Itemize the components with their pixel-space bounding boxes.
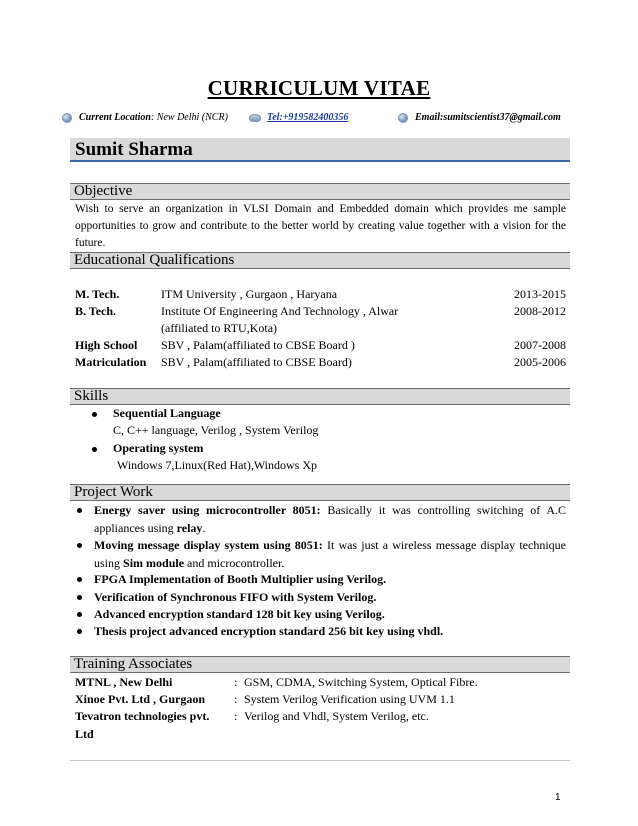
institute: SBV , Palam(affiliated to CBSE Board) [161, 355, 352, 369]
project-title: Moving message display system using 8051: [94, 538, 323, 552]
project-title: Energy saver using microcontroller 8051: [94, 503, 321, 517]
degree: High School [75, 338, 138, 352]
project-title: Thesis project advanced encryption standard 256 bit key using vhdl. [94, 624, 444, 638]
footer-divider [70, 760, 570, 761]
phone-icon [249, 114, 261, 122]
project-text [94, 588, 566, 606]
project-title: Advanced encryption standard 128 bit key using Verilog. [94, 607, 385, 621]
project-title: FPGA Implementation of Booth Multiplier using Verilog. [94, 572, 387, 586]
section-title: Educational Qualifications [74, 252, 235, 268]
section-title: Skills [74, 388, 109, 404]
project-tail: and microcontroller. [184, 556, 285, 570]
globe-icon [62, 113, 72, 123]
section-training [70, 656, 570, 673]
name-header [70, 138, 570, 162]
section-education [70, 252, 570, 269]
training-org: Tevatron technologies pvt. Ltd [75, 709, 210, 741]
years: 2008-2012 [514, 304, 566, 318]
institute: SBV , Palam(affiliated to CBSE Board ) [161, 338, 355, 352]
bullet-icon [77, 629, 82, 634]
years: 2007-2008 [514, 338, 566, 352]
contact-email [398, 112, 561, 123]
contact-phone [249, 112, 348, 123]
training-org: MTNL , New Delhi [75, 675, 173, 689]
location-label: Current Location [79, 112, 151, 123]
section-skills [70, 388, 570, 405]
institute: ITM University , Gurgaon , Haryana [161, 287, 338, 301]
degree: M. Tech. [75, 287, 120, 301]
bullet-icon [77, 577, 82, 582]
bullet-icon [92, 412, 97, 417]
project-desc: Basically it was controlling switching of A.C appliances using [94, 503, 566, 535]
phone-link[interactable]: Tel:+919582400356 [267, 112, 349, 123]
project-desc: It was just a wireless message display technique using [94, 538, 566, 570]
degree: Matriculation [75, 355, 147, 369]
bullet-icon [77, 595, 82, 600]
project-keyword: relay [176, 521, 203, 535]
years: 2013-2015 [514, 287, 566, 301]
training-separator: : [234, 675, 238, 689]
section-title: Objective [74, 183, 133, 199]
project-text [94, 622, 566, 640]
document-title: CURRICULUM VITAE [207, 76, 431, 100]
section-objective [70, 183, 570, 200]
page-number: 1 [555, 792, 561, 803]
skill-heading: Sequential Language [113, 406, 221, 420]
bullet-icon [77, 543, 82, 548]
training-desc: System Verilog Verification using UVM 1.1 [244, 692, 455, 706]
objective-text: Wish to serve an organization in VLSI Domain and Embedded domain which provides me sample opportunities to grow and contribute to the better world by creating value together with a vision for the future. [75, 203, 566, 249]
skill-detail: Windows 7,Linux(Red Hat),Windows Xp [117, 458, 318, 472]
institute: Institute Of Engineering And Technology , Alwar (affiliated to RTU,Kota) [161, 304, 399, 335]
project-title: Verification of Synchronous FIFO with System Verilog. [94, 590, 377, 604]
years: 2005-2006 [514, 355, 566, 369]
skill-heading: Operating system [113, 441, 204, 455]
location-value: : New Delhi (NCR) [150, 112, 228, 123]
section-projects [70, 484, 570, 501]
skill-detail: C, C++ language, Verilog , System Verilog [113, 423, 319, 437]
email-icon [398, 113, 408, 123]
bullet-icon [77, 612, 82, 617]
bullet-icon [92, 447, 97, 452]
training-separator: : [234, 692, 238, 706]
bullet-icon [77, 508, 82, 513]
section-title: Project Work [74, 484, 153, 500]
training-separator: : [234, 709, 238, 723]
project-text [94, 605, 566, 623]
project-keyword: Sim module [123, 556, 185, 570]
section-title: Training Associates [74, 656, 193, 672]
project-text [94, 536, 566, 572]
project-tail: . [202, 521, 206, 535]
contact-location [62, 112, 228, 123]
training-desc: GSM, CDMA, Switching System, Optical Fibre. [244, 675, 478, 689]
degree: B. Tech. [75, 304, 117, 318]
project-text [94, 570, 566, 588]
candidate-name: Sumit Sharma [75, 139, 193, 160]
email-text: Email:sumitscientist37@gmail.com [415, 112, 561, 123]
training-desc: Verilog and Vhdl, System Verilog, etc. [244, 709, 429, 723]
project-text [94, 501, 566, 537]
training-org: Xinoe Pvt. Ltd , Gurgaon [75, 692, 206, 706]
